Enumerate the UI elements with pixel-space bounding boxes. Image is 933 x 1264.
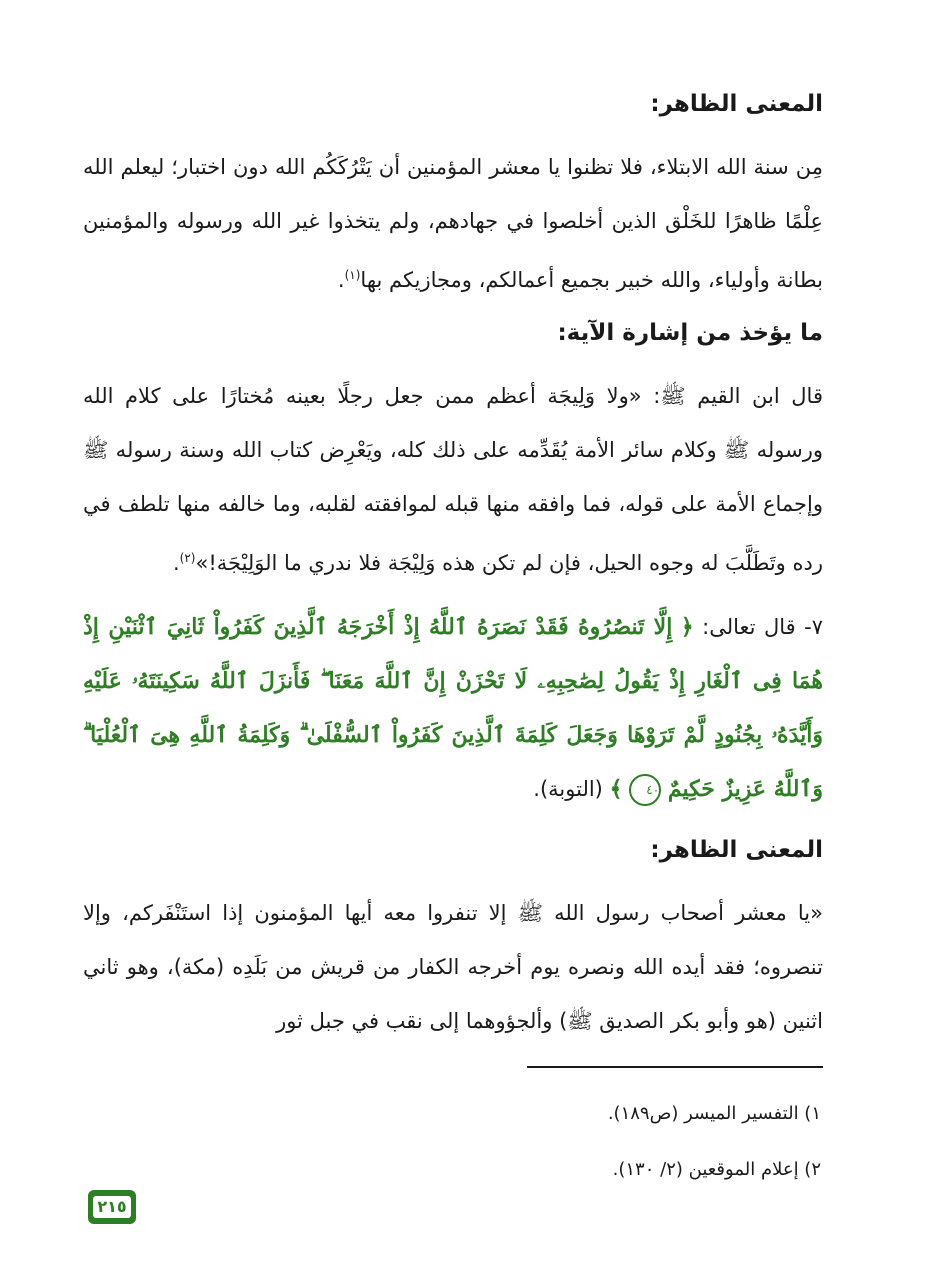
quran-verse-text: إِلَّا تَنصُرُوهُ فَقَدْ نَصَرَهُ ٱللَّهُ إِذْ أَخْرَجَهُ ٱلَّذِينَ كَفَرُواْ ثَانِيَ ٱثْنَيْنِ إِذْ هُمَا فِى ٱلْغَارِ إِذْ يَقُولُ لِصَٰحِبِهِۦ لَا تَحْزَنْ إِنَّ ٱللَّهَ مَعَنَا ۖ فَأَنزَلَ ٱللَّهُ سَكِينَتَهُۥ عَلَيْهِ وَأَيَّدَهُۥ بِجُنُودٍ لَّمْ تَرَوْهَا وَجَعَلَ كَلِمَةَ ٱلَّذِينَ كَفَرُواْ ٱلسُّفْلَىٰ ۗ وَكَلِمَةُ ٱللَّهِ هِىَ ٱلْعُلْيَا ۗ وَٱللَّهُ عَزِيزٌ حَكِيمٌ	[83, 614, 823, 802]
paragraph-text: مِن سنة الله الابتلاء، فلا تظنوا يا معشر المؤمنين أن يَتْرُكَكُم الله دون اختبار؛ ليعلم الله عِلْمًا ظاهرًا للخَلْق الذين أخلصوا في جهادهم، ولم يتخذوا غير الله ورسوله والمؤمنين بطانة وأولياء، والله خبير بجميع أعمالكم، ومجازيكم بها	[83, 155, 823, 292]
footnote-ref[interactable]: (١)	[344, 268, 361, 282]
verse-number-icon: ٤٠	[629, 774, 661, 806]
section-heading: ما يؤخذ من إشارة الآية:	[557, 320, 823, 346]
verse-close-bracket: ﴾	[609, 776, 623, 802]
verse-intro: ٧- قال تعالى:	[702, 615, 823, 639]
verse-open-bracket: ﴿	[680, 614, 694, 640]
footnote-divider	[527, 1066, 823, 1068]
section-heading: المعنى الظاهر:	[650, 91, 823, 117]
footnote-item: ١) التفسير الميسر (ص١٨٩).	[607, 1103, 821, 1124]
footnote-item: ٢) إعلام الموقعين (٢/ ١٣٠).	[612, 1159, 821, 1180]
page-content	[83, 78, 823, 1048]
page-number-badge	[88, 1190, 136, 1224]
paragraph-text: «يا معشر أصحاب رسول الله ﷺ إلا تنفروا معه أيها المؤمنون إذا استَنْفَركم، وإلا تنصروه؛ فقد أيده الله ونصره يوم أخرجه الكفار من قريش من بَلَدِه (مكة)، وهو ثاني اثنين (هو وأبو بكر الصديق ﷺ) وألجؤوهما إلى نقب في جبل ثور	[83, 901, 823, 1033]
quran-verse-block	[83, 600, 823, 816]
paragraph-end: .	[172, 551, 180, 575]
verse-source: (التوبة).	[533, 777, 603, 801]
footnotes	[81, 1086, 821, 1198]
section-heading: المعنى الظاهر:	[650, 837, 823, 863]
paragraph	[83, 140, 823, 307]
paragraph	[83, 886, 823, 1048]
page-number: ٢١٥	[93, 1196, 131, 1218]
paragraph-text: قال ابن القيم ﷺ: «ولا وَلِيجَة أعظم ممن جعل رجلًا بعينه مُختارًا على كلام الله ورسوله ﷺ وكلام سائر الأمة يُقَدِّمه على ذلك كله، ويَعْرِض كتاب الله وسنة رسوله ﷺ وإجماع الأمة على قوله، فما وافقه منها قبله لموافقته لقلبه، وما خالفه منها تلطف في رده وتَطَلَّبَ له وجوه الحيل، فإن لم تكن هذه وَلِيْجَة فلا ندري ما الوَلِيْجَة!»	[83, 384, 823, 575]
paragraph	[83, 369, 823, 590]
footnote-ref[interactable]: (٢)	[179, 551, 196, 565]
paragraph-end: .	[337, 268, 345, 292]
